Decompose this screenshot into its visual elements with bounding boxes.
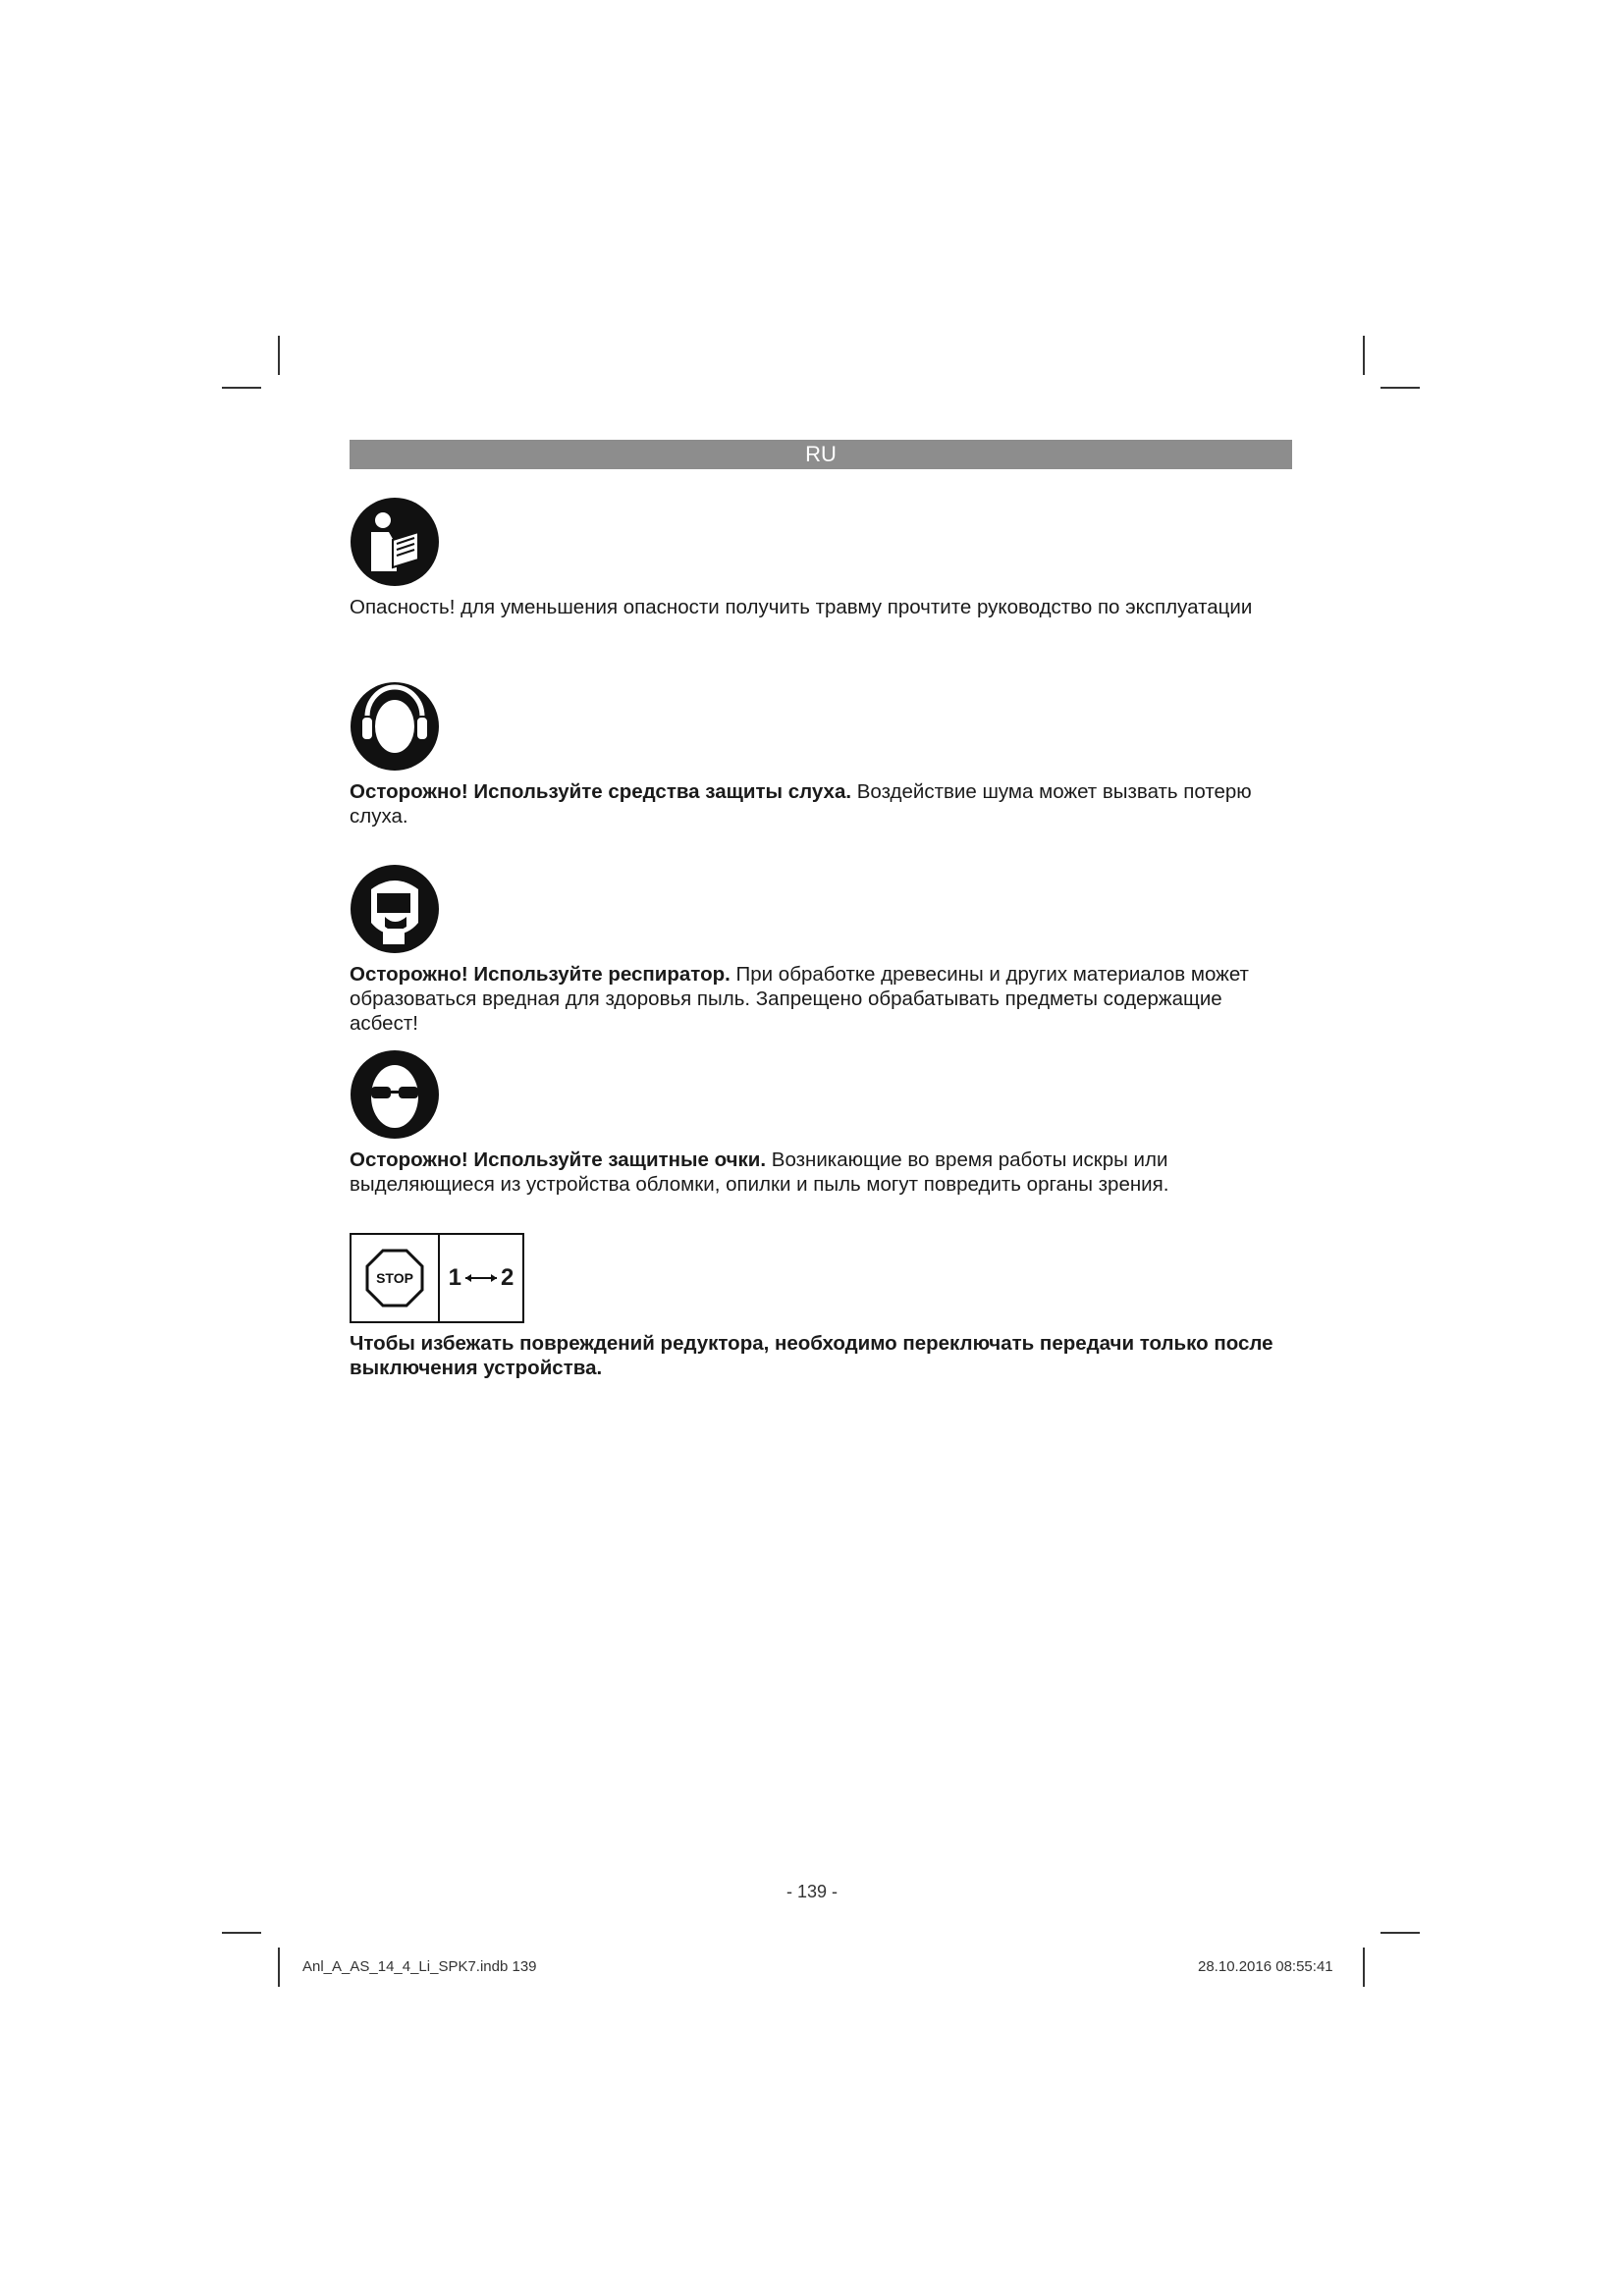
- section-text: Опасность! для уменьшения опасности получить травму прочтите руководство по эксплуатации: [350, 596, 1253, 618]
- crop-mark: [1380, 1932, 1420, 1934]
- gear-change-symbol: 1 2: [448, 1264, 514, 1291]
- section-text: Осторожно! Используйте средства защиты слуха. Воздействие шума может вызвать потерю слуха.: [350, 780, 1252, 828]
- crop-mark: [1363, 336, 1365, 375]
- crop-mark: [1363, 1948, 1365, 1987]
- crop-mark: [222, 387, 261, 389]
- safety-glasses-icon: [350, 1049, 440, 1140]
- stop-gear-symbol: [350, 1233, 524, 1323]
- footer-datetime: 28.10.2016 08:55:41: [1198, 1958, 1333, 1975]
- double-arrow-icon: [463, 1271, 499, 1285]
- footer-file: Anl_A_AS_14_4_Li_SPK7.indb 139: [302, 1958, 537, 1975]
- stop-sign-icon: [365, 1249, 424, 1308]
- crop-mark: [278, 336, 280, 375]
- language-header: RU: [350, 440, 1292, 469]
- section-text: Осторожно! Используйте респиратор. При обработке древесины и других материалов может образоваться вредная для здоровья пыль. Запрещено обрабатывать предметы содержащие асбест!: [350, 963, 1249, 1035]
- svg-text:STOP: STOP: [376, 1270, 413, 1286]
- read-manual-icon: [350, 497, 440, 587]
- section-text: Чтобы избежать повреждений редуктора, необходимо переключать передачи только после выключения устройства.: [350, 1332, 1273, 1379]
- crop-mark: [1380, 387, 1420, 389]
- crop-mark: [278, 1948, 280, 1987]
- crop-mark: [222, 1932, 261, 1934]
- ear-protection-icon: [350, 681, 440, 772]
- section-text: Осторожно! Используйте защитные очки. Возникающие во время работы искры или выделяющиеся из устройства обломки, опилки и пыль могут повредить органы зрения.: [350, 1148, 1169, 1196]
- respirator-icon: [350, 864, 440, 954]
- page-number: - 139 -: [785, 1882, 839, 1901]
